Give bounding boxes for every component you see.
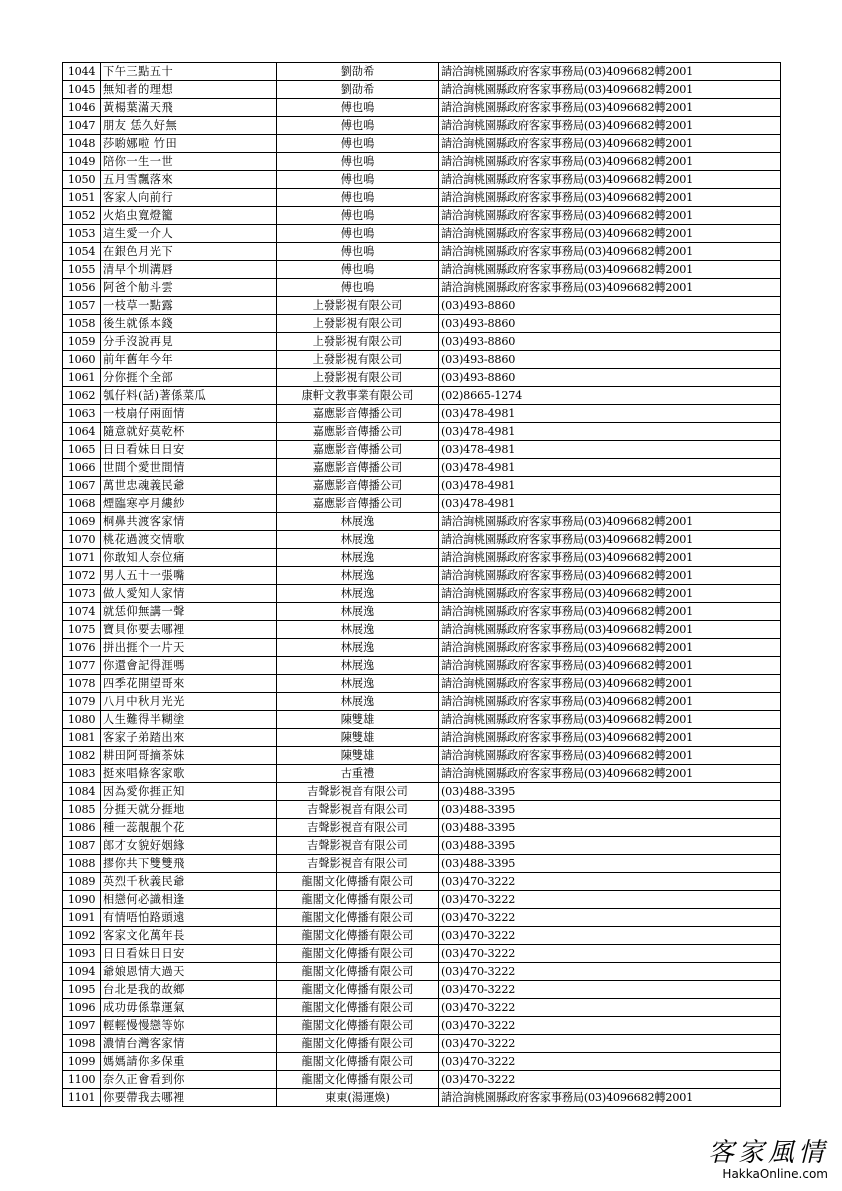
contact-info: 請洽詢桃園縣政府客家事務局(03)4096682轉2001 xyxy=(439,693,781,711)
row-number: 1063 xyxy=(63,405,101,423)
song-title: 就恁仰無講一聲 xyxy=(101,603,277,621)
table-row xyxy=(63,873,781,891)
table-row xyxy=(63,153,781,171)
song-title: 男人五十一張嘴 xyxy=(101,567,277,585)
song-title: 桃花過渡交情歌 xyxy=(101,531,277,549)
row-number: 1068 xyxy=(63,495,101,513)
table-row xyxy=(63,405,781,423)
table-row xyxy=(63,747,781,765)
row-number: 1093 xyxy=(63,945,101,963)
song-title: 耕田阿哥摘茶妹 xyxy=(101,747,277,765)
contact-info: (02)8665-1274 xyxy=(439,387,781,405)
row-number: 1079 xyxy=(63,693,101,711)
publisher: 龍閣文化傳播有限公司 xyxy=(277,999,439,1017)
table-body xyxy=(63,63,781,1107)
table-row xyxy=(63,945,781,963)
contact-info: 請洽詢桃園縣政府客家事務局(03)4096682轉2001 xyxy=(439,225,781,243)
contact-info: 請洽詢桃園縣政府客家事務局(03)4096682轉2001 xyxy=(439,675,781,693)
contact-info: 請洽詢桃園縣政府客家事務局(03)4096682轉2001 xyxy=(439,81,781,99)
publisher: 嘉應影音傳播公司 xyxy=(277,423,439,441)
row-number: 1090 xyxy=(63,891,101,909)
publisher: 傅也鳴 xyxy=(277,261,439,279)
song-title: 你還會記得涯嗎 xyxy=(101,657,277,675)
table-row xyxy=(63,1017,781,1035)
publisher: 劉劭希 xyxy=(277,63,439,81)
song-title: 客家子弟踏出來 xyxy=(101,729,277,747)
song-title: 奈久正會看到你 xyxy=(101,1071,277,1089)
song-title: 瓠仔料(話)著係菜瓜 xyxy=(101,387,277,405)
publisher: 嘉應影音傳播公司 xyxy=(277,441,439,459)
row-number: 1073 xyxy=(63,585,101,603)
table-row xyxy=(63,387,781,405)
contact-info: 請洽詢桃園縣政府客家事務局(03)4096682轉2001 xyxy=(439,171,781,189)
contact-info: (03)470-3222 xyxy=(439,1035,781,1053)
row-number: 1084 xyxy=(63,783,101,801)
row-number: 1051 xyxy=(63,189,101,207)
song-title: 五月雪飄落來 xyxy=(101,171,277,189)
table-row xyxy=(63,369,781,387)
song-title: 種一蕊靚靚个花 xyxy=(101,819,277,837)
table-row xyxy=(63,189,781,207)
row-number: 1070 xyxy=(63,531,101,549)
contact-info: (03)488-3395 xyxy=(439,855,781,873)
contact-info: (03)488-3395 xyxy=(439,819,781,837)
table-row xyxy=(63,459,781,477)
contact-info: (03)470-3222 xyxy=(439,1071,781,1089)
contact-info: (03)493-8860 xyxy=(439,315,781,333)
row-number: 1057 xyxy=(63,297,101,315)
song-title: 莎喲娜啦 竹田 xyxy=(101,135,277,153)
row-number: 1044 xyxy=(63,63,101,81)
contact-info: 請洽詢桃園縣政府客家事務局(03)4096682轉2001 xyxy=(439,513,781,531)
song-title: 郎才女貌好姻緣 xyxy=(101,837,277,855)
row-number: 1052 xyxy=(63,207,101,225)
contact-info: 請洽詢桃園縣政府客家事務局(03)4096682轉2001 xyxy=(439,639,781,657)
publisher: 林展逸 xyxy=(277,693,439,711)
contact-info: 請洽詢桃園縣政府客家事務局(03)4096682轉2001 xyxy=(439,549,781,567)
publisher: 林展逸 xyxy=(277,513,439,531)
row-number: 1053 xyxy=(63,225,101,243)
contact-info: (03)470-3222 xyxy=(439,945,781,963)
song-title: 相戀何必識相逢 xyxy=(101,891,277,909)
publisher: 傅也鳴 xyxy=(277,225,439,243)
publisher: 龍閣文化傳播有限公司 xyxy=(277,945,439,963)
table-row xyxy=(63,63,781,81)
table-row xyxy=(63,495,781,513)
row-number: 1078 xyxy=(63,675,101,693)
publisher: 嘉應影音傳播公司 xyxy=(277,459,439,477)
table-row xyxy=(63,261,781,279)
publisher: 林展逸 xyxy=(277,549,439,567)
watermark-logo xyxy=(698,1139,828,1181)
table-row xyxy=(63,603,781,621)
song-title: 清早个圳溝唇 xyxy=(101,261,277,279)
contact-info: 請洽詢桃園縣政府客家事務局(03)4096682轉2001 xyxy=(439,279,781,297)
contact-info: 請洽詢桃園縣政府客家事務局(03)4096682轉2001 xyxy=(439,243,781,261)
contact-info: 請洽詢桃園縣政府客家事務局(03)4096682轉2001 xyxy=(439,567,781,585)
contact-info: (03)478-4981 xyxy=(439,405,781,423)
song-title: 客家文化萬年長 xyxy=(101,927,277,945)
publisher: 龍閣文化傳播有限公司 xyxy=(277,873,439,891)
contact-info: 請洽詢桃園縣政府客家事務局(03)4096682轉2001 xyxy=(439,63,781,81)
contact-info: (03)470-3222 xyxy=(439,927,781,945)
song-title: 你敢知人奈位痛 xyxy=(101,549,277,567)
table-row xyxy=(63,225,781,243)
row-number: 1047 xyxy=(63,117,101,135)
publisher: 吉聲影視音有限公司 xyxy=(277,819,439,837)
song-title: 火焰虫寬燈籠 xyxy=(101,207,277,225)
publisher: 龍閣文化傳播有限公司 xyxy=(277,981,439,999)
publisher: 陳雙雄 xyxy=(277,711,439,729)
contact-info: 請洽詢桃園縣政府客家事務局(03)4096682轉2001 xyxy=(439,153,781,171)
song-title: 黃楊葉滿天飛 xyxy=(101,99,277,117)
contact-info: 請洽詢桃園縣政府客家事務局(03)4096682轉2001 xyxy=(439,711,781,729)
publisher: 龍閣文化傳播有限公司 xyxy=(277,891,439,909)
song-title: 世間个愛世間情 xyxy=(101,459,277,477)
publisher: 傅也鳴 xyxy=(277,153,439,171)
row-number: 1086 xyxy=(63,819,101,837)
row-number: 1061 xyxy=(63,369,101,387)
contact-info: (03)478-4981 xyxy=(439,477,781,495)
row-number: 1083 xyxy=(63,765,101,783)
publisher: 林展逸 xyxy=(277,567,439,585)
table-row xyxy=(63,855,781,873)
contact-info: (03)488-3395 xyxy=(439,783,781,801)
table-row xyxy=(63,693,781,711)
row-number: 1096 xyxy=(63,999,101,1017)
song-title: 拼出捱个一片天 xyxy=(101,639,277,657)
song-title: 摎你共下雙雙飛 xyxy=(101,855,277,873)
row-number: 1056 xyxy=(63,279,101,297)
contact-info: (03)478-4981 xyxy=(439,459,781,477)
contact-info: 請洽詢桃園縣政府客家事務局(03)4096682轉2001 xyxy=(439,189,781,207)
song-title: 因為愛你捱正知 xyxy=(101,783,277,801)
publisher: 傅也鳴 xyxy=(277,279,439,297)
table-row xyxy=(63,243,781,261)
contact-info: 請洽詢桃園縣政府客家事務局(03)4096682轉2001 xyxy=(439,261,781,279)
table-row xyxy=(63,423,781,441)
contact-info: (03)470-3222 xyxy=(439,891,781,909)
table-row xyxy=(63,531,781,549)
song-title: 寶貝你要去哪裡 xyxy=(101,621,277,639)
song-title: 無知者的理想 xyxy=(101,81,277,99)
publisher: 龍閣文化傳播有限公司 xyxy=(277,909,439,927)
song-title: 陪你一生一世 xyxy=(101,153,277,171)
row-number: 1088 xyxy=(63,855,101,873)
publisher: 上發影視有限公司 xyxy=(277,315,439,333)
publisher: 傅也鳴 xyxy=(277,243,439,261)
publisher: 林展逸 xyxy=(277,621,439,639)
row-number: 1080 xyxy=(63,711,101,729)
song-title: 萬世忠魂義民爺 xyxy=(101,477,277,495)
contact-info: (03)493-8860 xyxy=(439,369,781,387)
table-row xyxy=(63,1035,781,1053)
contact-info: (03)488-3395 xyxy=(439,801,781,819)
row-number: 1058 xyxy=(63,315,101,333)
row-number: 1076 xyxy=(63,639,101,657)
contact-info: (03)470-3222 xyxy=(439,909,781,927)
row-number: 1074 xyxy=(63,603,101,621)
song-title: 做人愛知人家情 xyxy=(101,585,277,603)
row-number: 1087 xyxy=(63,837,101,855)
contact-info: 請洽詢桃園縣政府客家事務局(03)4096682轉2001 xyxy=(439,621,781,639)
row-number: 1075 xyxy=(63,621,101,639)
publisher: 傅也鳴 xyxy=(277,135,439,153)
publisher: 龍閣文化傳播有限公司 xyxy=(277,1035,439,1053)
row-number: 1077 xyxy=(63,657,101,675)
publisher: 吉聲影視音有限公司 xyxy=(277,837,439,855)
contact-info: 請洽詢桃園縣政府客家事務局(03)4096682轉2001 xyxy=(439,747,781,765)
row-number: 1071 xyxy=(63,549,101,567)
contact-info: 請洽詢桃園縣政府客家事務局(03)4096682轉2001 xyxy=(439,657,781,675)
contact-info: (03)478-4981 xyxy=(439,423,781,441)
contact-info: 請洽詢桃園縣政府客家事務局(03)4096682轉2001 xyxy=(439,117,781,135)
publisher: 嘉應影音傳播公司 xyxy=(277,405,439,423)
song-title: 四季花開望哥來 xyxy=(101,675,277,693)
song-title: 日日看妹日日安 xyxy=(101,441,277,459)
publisher: 林展逸 xyxy=(277,603,439,621)
row-number: 1059 xyxy=(63,333,101,351)
table-row xyxy=(63,513,781,531)
row-number: 1069 xyxy=(63,513,101,531)
contact-info: 請洽詢桃園縣政府客家事務局(03)4096682轉2001 xyxy=(439,135,781,153)
contact-info: (03)493-8860 xyxy=(439,333,781,351)
publisher: 上發影視有限公司 xyxy=(277,333,439,351)
row-number: 1099 xyxy=(63,1053,101,1071)
table-row xyxy=(63,1053,781,1071)
table-row xyxy=(63,711,781,729)
song-title: 日日看妹日日安 xyxy=(101,945,277,963)
row-number: 1100 xyxy=(63,1071,101,1089)
row-number: 1082 xyxy=(63,747,101,765)
table-row xyxy=(63,981,781,999)
publisher: 林展逸 xyxy=(277,531,439,549)
publisher: 龍閣文化傳播有限公司 xyxy=(277,927,439,945)
contact-info: 請洽詢桃園縣政府客家事務局(03)4096682轉2001 xyxy=(439,531,781,549)
table-row xyxy=(63,351,781,369)
table-row xyxy=(63,585,781,603)
song-title: 分手沒說再見 xyxy=(101,333,277,351)
song-title: 挺來唱條客家歌 xyxy=(101,765,277,783)
contact-info: 請洽詢桃園縣政府客家事務局(03)4096682轉2001 xyxy=(439,99,781,117)
publisher: 上發影視有限公司 xyxy=(277,297,439,315)
table-row xyxy=(63,909,781,927)
table-row xyxy=(63,765,781,783)
song-title: 下午三點五十 xyxy=(101,63,277,81)
table-row xyxy=(63,621,781,639)
table-row xyxy=(63,333,781,351)
song-title: 人生難得半糊塗 xyxy=(101,711,277,729)
table-row xyxy=(63,675,781,693)
row-number: 1085 xyxy=(63,801,101,819)
song-title: 一枝草一點露 xyxy=(101,297,277,315)
contact-info: (03)488-3395 xyxy=(439,837,781,855)
publisher: 林展逸 xyxy=(277,585,439,603)
publisher: 上發影視有限公司 xyxy=(277,351,439,369)
table-row xyxy=(63,441,781,459)
table-row xyxy=(63,639,781,657)
row-number: 1101 xyxy=(63,1089,101,1107)
row-number: 1050 xyxy=(63,171,101,189)
publisher: 東東(湯運煥) xyxy=(277,1089,439,1107)
table-row xyxy=(63,837,781,855)
song-title: 你要帶我去哪裡 xyxy=(101,1089,277,1107)
contact-info: 請洽詢桃園縣政府客家事務局(03)4096682轉2001 xyxy=(439,765,781,783)
song-title: 這生愛一介人 xyxy=(101,225,277,243)
publisher: 嘉應影音傳播公司 xyxy=(277,495,439,513)
row-number: 1091 xyxy=(63,909,101,927)
song-title: 台北是我的故鄉 xyxy=(101,981,277,999)
table-row xyxy=(63,999,781,1017)
publisher: 吉聲影視音有限公司 xyxy=(277,855,439,873)
publisher: 林展逸 xyxy=(277,657,439,675)
song-title: 輕輕慢慢戀等妳 xyxy=(101,1017,277,1035)
table-row xyxy=(63,1089,781,1107)
table-row xyxy=(63,279,781,297)
contact-info: (03)470-3222 xyxy=(439,963,781,981)
contact-info: (03)478-4981 xyxy=(439,441,781,459)
publisher: 林展逸 xyxy=(277,675,439,693)
song-title: 前年舊年今年 xyxy=(101,351,277,369)
row-number: 1055 xyxy=(63,261,101,279)
row-number: 1089 xyxy=(63,873,101,891)
contact-info: (03)470-3222 xyxy=(439,1017,781,1035)
row-number: 1095 xyxy=(63,981,101,999)
publisher: 劉劭希 xyxy=(277,81,439,99)
table-row xyxy=(63,657,781,675)
song-title: 媽媽請你多保重 xyxy=(101,1053,277,1071)
table-row xyxy=(63,477,781,495)
row-number: 1046 xyxy=(63,99,101,117)
table-row xyxy=(63,801,781,819)
song-title: 桐鼻共渡客家情 xyxy=(101,513,277,531)
table-row xyxy=(63,963,781,981)
row-number: 1049 xyxy=(63,153,101,171)
publisher: 陳雙雄 xyxy=(277,747,439,765)
watermark-url: HakkaOnline.com xyxy=(722,1167,828,1181)
row-number: 1054 xyxy=(63,243,101,261)
contact-info: (03)470-3222 xyxy=(439,1053,781,1071)
table-row xyxy=(63,567,781,585)
song-title: 阿爸个觔斗雲 xyxy=(101,279,277,297)
contact-info: (03)478-4981 xyxy=(439,495,781,513)
row-number: 1092 xyxy=(63,927,101,945)
row-number: 1062 xyxy=(63,387,101,405)
table-row xyxy=(63,891,781,909)
row-number: 1081 xyxy=(63,729,101,747)
contact-info: 請洽詢桃園縣政府客家事務局(03)4096682轉2001 xyxy=(439,207,781,225)
row-number: 1097 xyxy=(63,1017,101,1035)
publisher: 古重禮 xyxy=(277,765,439,783)
contact-info: 請洽詢桃園縣政府客家事務局(03)4096682轉2001 xyxy=(439,729,781,747)
row-number: 1045 xyxy=(63,81,101,99)
contact-info: 請洽詢桃園縣政府客家事務局(03)4096682轉2001 xyxy=(439,585,781,603)
publisher: 傅也鳴 xyxy=(277,207,439,225)
table-row xyxy=(63,81,781,99)
watermark-script: 客家風情 xyxy=(707,1138,828,1168)
table-row xyxy=(63,315,781,333)
row-number: 1048 xyxy=(63,135,101,153)
row-number: 1060 xyxy=(63,351,101,369)
publisher: 陳雙雄 xyxy=(277,729,439,747)
song-title: 後生就係本錢 xyxy=(101,315,277,333)
table-row xyxy=(63,297,781,315)
song-title: 隨意就好莫乾杯 xyxy=(101,423,277,441)
song-title: 英烈千秋義民爺 xyxy=(101,873,277,891)
contact-info: (03)493-8860 xyxy=(439,297,781,315)
row-number: 1098 xyxy=(63,1035,101,1053)
contact-info: (03)470-3222 xyxy=(439,873,781,891)
contact-info: 請洽詢桃園縣政府客家事務局(03)4096682轉2001 xyxy=(439,1089,781,1107)
song-title: 八月中秋月光光 xyxy=(101,693,277,711)
publisher: 林展逸 xyxy=(277,639,439,657)
contact-info: 請洽詢桃園縣政府客家事務局(03)4096682轉2001 xyxy=(439,603,781,621)
table-row xyxy=(63,729,781,747)
row-number: 1072 xyxy=(63,567,101,585)
publisher: 傅也鳴 xyxy=(277,189,439,207)
song-title: 煙臨寒亭月縷紗 xyxy=(101,495,277,513)
song-title: 爺娘恩情大過天 xyxy=(101,963,277,981)
publisher: 上發影視有限公司 xyxy=(277,369,439,387)
publisher: 嘉應影音傳播公司 xyxy=(277,477,439,495)
table-row xyxy=(63,783,781,801)
song-title: 朋友 恁久好無 xyxy=(101,117,277,135)
table-row xyxy=(63,819,781,837)
song-title: 有情唔怕路頭遠 xyxy=(101,909,277,927)
publisher: 龍閣文化傳播有限公司 xyxy=(277,1071,439,1089)
table-row xyxy=(63,117,781,135)
row-number: 1064 xyxy=(63,423,101,441)
contact-info: (03)493-8860 xyxy=(439,351,781,369)
table-row xyxy=(63,927,781,945)
row-number: 1067 xyxy=(63,477,101,495)
row-number: 1065 xyxy=(63,441,101,459)
publisher: 傅也鳴 xyxy=(277,99,439,117)
publisher: 康軒文教事業有限公司 xyxy=(277,387,439,405)
song-title: 濃情台灣客家情 xyxy=(101,1035,277,1053)
publisher: 龍閣文化傳播有限公司 xyxy=(277,1017,439,1035)
song-title: 成功毋係靠運氣 xyxy=(101,999,277,1017)
song-title: 分捱天就分捱地 xyxy=(101,801,277,819)
table-row xyxy=(63,549,781,567)
row-number: 1094 xyxy=(63,963,101,981)
table-row xyxy=(63,171,781,189)
publisher: 吉聲影視音有限公司 xyxy=(277,801,439,819)
song-title: 在銀色月光下 xyxy=(101,243,277,261)
song-title: 一枝扇仔兩面情 xyxy=(101,405,277,423)
publisher: 傅也鳴 xyxy=(277,171,439,189)
publisher: 吉聲影視音有限公司 xyxy=(277,783,439,801)
row-number: 1066 xyxy=(63,459,101,477)
song-title: 分你捱个全部 xyxy=(101,369,277,387)
publisher: 傅也鳴 xyxy=(277,117,439,135)
song-catalog-table xyxy=(62,62,781,1107)
table-row xyxy=(63,207,781,225)
song-title: 客家人向前行 xyxy=(101,189,277,207)
publisher: 龍閣文化傳播有限公司 xyxy=(277,1053,439,1071)
publisher: 龍閣文化傳播有限公司 xyxy=(277,963,439,981)
table-row xyxy=(63,1071,781,1089)
table-row xyxy=(63,135,781,153)
contact-info: (03)470-3222 xyxy=(439,999,781,1017)
contact-info: (03)470-3222 xyxy=(439,981,781,999)
table-row xyxy=(63,99,781,117)
